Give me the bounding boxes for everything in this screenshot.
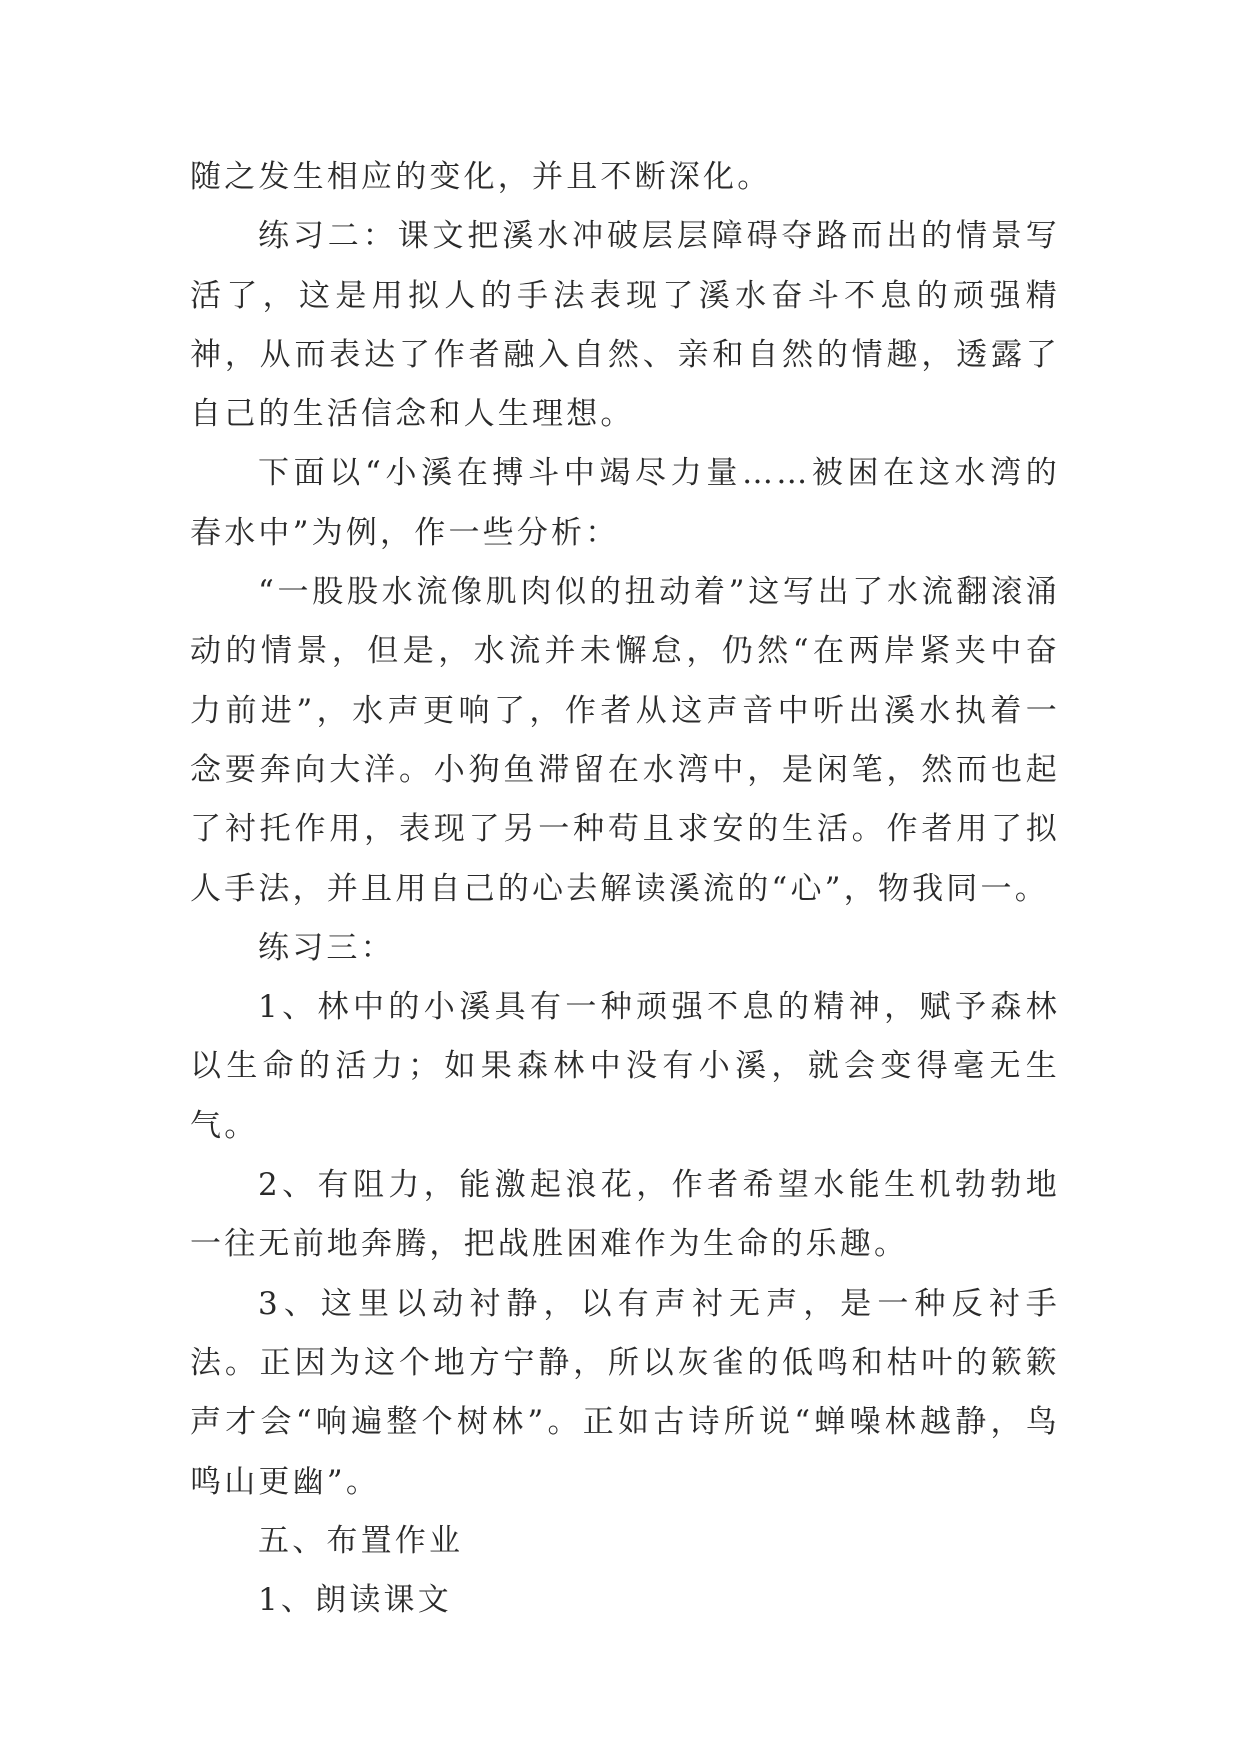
assignment-item-1: 1、朗读课文	[258, 1582, 452, 1619]
heading-assignment: 五、布置作业	[258, 1522, 464, 1559]
paragraph-analysis: “一股股水流像肌肉似的扭动着”这写出了水流翻滚涌动的情景，但是，水流并未懈怠，仍然“在两岸紧夹中奋力前进”，水声更响了，作者从这声音中听出溪水执着一念要奔向大洋。小狗鱼滞留在水湾中，是闲笔，然而也起了衬托作用，表现了另一种苟且求安的生活。作者用了拟人手法，并且用自己的心去解读溪流的“心”，物我同一。	[190, 574, 1060, 907]
paragraph-exercise-two: 练习二：课文把溪水冲破层层障碍夺路而出的情景写活了，这是用拟人的手法表现了溪水奋斗不息的顽强精神，从而表达了作者融入自然、亲和自然的情趣，透露了自己的生活信念和人生理想。	[190, 218, 1060, 433]
heading-exercise-three: 练习三：	[258, 929, 395, 966]
list-item-3: 3、这里以动衬静，以有声衬无声，是一种反衬手法。正因为这个地方宁静，所以灰雀的低鸣和枯叶的簌簌声才会“响遍整个树林”。正如古诗所说“蝉噪林越静，鸟鸣山更幽”。	[190, 1285, 1060, 1500]
paragraph-continuation: 随之发生相应的变化，并且不断深化。	[190, 159, 772, 195]
paragraph-example-intro: 下面以“小溪在搏斗中竭尽力量……被困在这水湾的春水中”为例，作一些分析：	[190, 455, 1060, 551]
document-body	[190, 148, 1060, 1630]
list-item-2: 2、有阻力，能激起浪花，作者希望水能生机勃勃地一往无前地奔腾，把战胜困难作为生命的乐趣。	[190, 1167, 1060, 1263]
list-item-1: 1、林中的小溪具有一种顽强不息的精神，赋予森林以生命的活力；如果森林中没有小溪，就会变得毫无生气。	[190, 989, 1060, 1144]
